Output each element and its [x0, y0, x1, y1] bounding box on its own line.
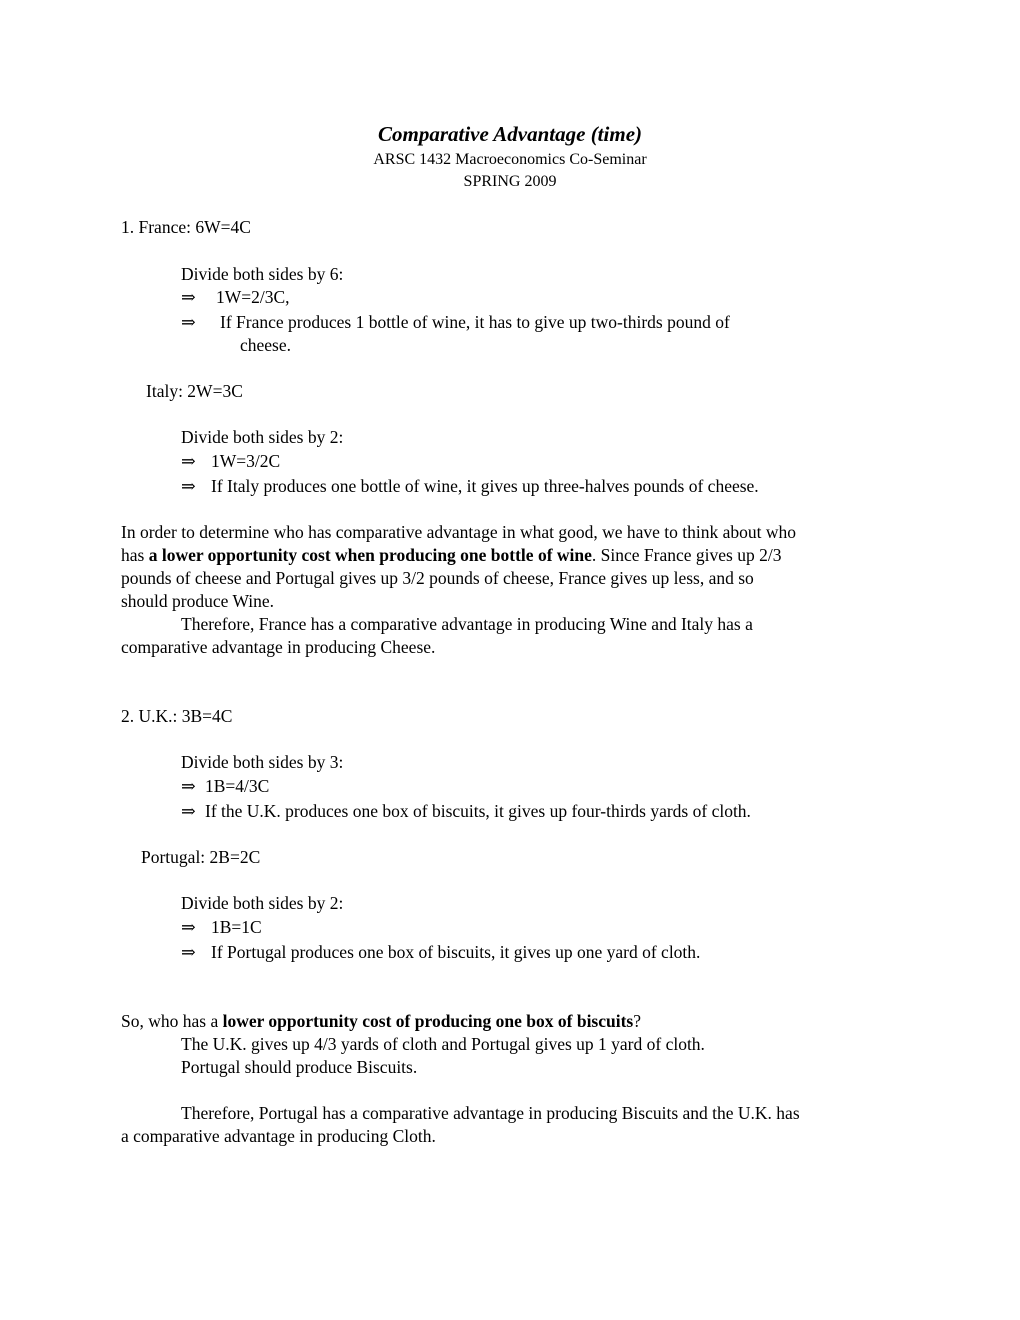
implies-arrow-icon: ⇒: [181, 287, 196, 307]
portugal-divide: Divide both sides by 2:: [181, 893, 344, 913]
implies-arrow-icon: ⇒: [181, 942, 196, 962]
document-title: Comparative Advantage (time): [377, 122, 643, 146]
portugal-step2: ⇒ If Portugal produces one box of biscuits, it gives up one yard of cloth.: [181, 942, 701, 962]
implies-arrow-icon: ⇒: [181, 776, 196, 796]
france-step2-cont: cheese.: [240, 335, 292, 355]
answer-line2: Portugal should produce Biscuits.: [181, 1057, 418, 1077]
emphasis-biscuits: lower opportunity cost of producing one box of biscuits: [222, 1011, 634, 1031]
answer-line1: The U.K. gives up 4/3 yards of cloth and Portugal gives up 1 yard of cloth.: [181, 1034, 705, 1054]
italy-divide: Divide both sides by 2:: [181, 427, 344, 447]
section1-heading: 1. France: 6W=4C: [121, 217, 251, 237]
para1-line1: In order to determine who has comparative advantage in what good, we have to think about who: [121, 522, 797, 542]
uk-step2: ⇒ If the U.K. produces one box of biscuits, it gives up four-thirds yards of cloth.: [181, 801, 751, 821]
course-name: ARSC 1432 Macroeconomics Co-Seminar: [373, 151, 647, 168]
term: SPRING 2009: [463, 173, 557, 190]
italy-step2: ⇒ If Italy produces one bottle of wine, it gives up three-halves pounds of cheese.: [181, 476, 759, 496]
implies-arrow-icon: ⇒: [181, 312, 196, 332]
implies-arrow-icon: ⇒: [181, 917, 196, 937]
portugal-heading: Portugal: 2B=2C: [141, 847, 261, 867]
para1-line6: comparative advantage in producing Cheese.: [121, 637, 436, 657]
uk-step1: ⇒ 1B=4/3C: [181, 776, 270, 796]
emphasis-wine: a lower opportunity cost when producing one bottle of wine: [148, 545, 592, 565]
italy-step1: ⇒ 1W=3/2C: [181, 451, 281, 471]
para1-line4: should produce Wine.: [121, 591, 275, 611]
france-step1: ⇒ 1W=2/3C,: [181, 287, 290, 307]
france-divide: Divide both sides by 6:: [181, 264, 344, 284]
conclusion-line1: Therefore, Portugal has a comparative advantage in producing Biscuits and the U.K. has: [181, 1103, 800, 1123]
para1-line5: Therefore, France has a comparative advantage in producing Wine and Italy has a: [181, 614, 753, 634]
implies-arrow-icon: ⇒: [181, 451, 196, 471]
implies-arrow-icon: ⇒: [181, 476, 196, 496]
para1-line3: pounds of cheese and Portugal gives up 3/2 pounds of cheese, France gives up less, and so: [121, 568, 754, 588]
para1-line2: has a lower opportunity cost when producing one bottle of wine. Since France gives up 2/3: [121, 545, 782, 565]
implies-arrow-icon: ⇒: [181, 801, 196, 821]
uk-divide: Divide both sides by 3:: [181, 752, 344, 772]
section2-heading: 2. U.K.: 3B=4C: [121, 706, 233, 726]
portugal-step1: ⇒ 1B=1C: [181, 917, 262, 937]
italy-heading: Italy: 2W=3C: [146, 381, 243, 401]
conclusion-line2: a comparative advantage in producing Cloth.: [121, 1126, 436, 1146]
question-line: So, who has a lower opportunity cost of producing one box of biscuits?: [121, 1011, 642, 1031]
france-step2: ⇒ If France produces 1 bottle of wine, it has to give up two-thirds pound of: [181, 312, 730, 332]
